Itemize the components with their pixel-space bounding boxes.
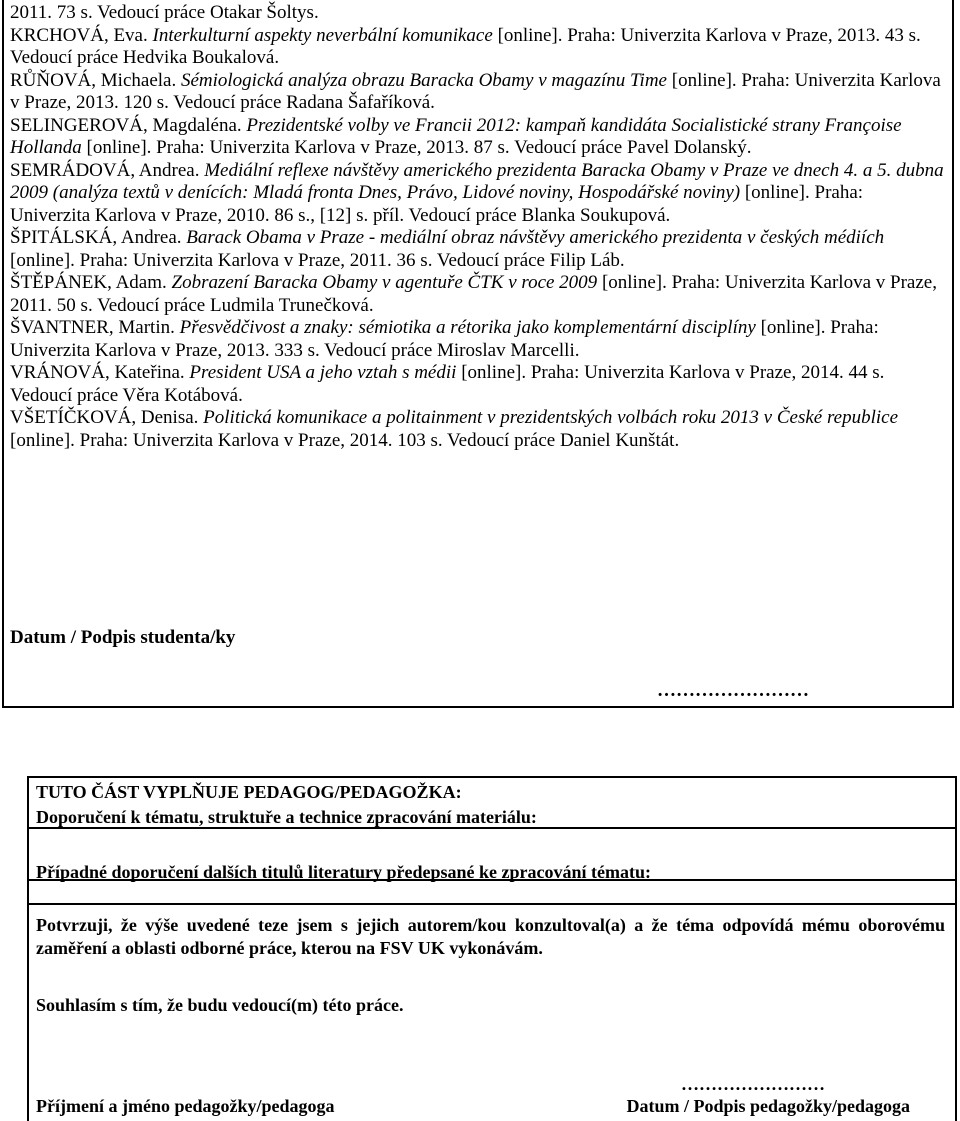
literature-recommendation-label: Případné doporučení dalších titulů literatury předepsané ke zpracování tématu: — [36, 862, 651, 882]
reference-list — [10, 2, 944, 452]
reference-item — [10, 2, 944, 25]
confirmation-statement: Potvrzuji, že výše uvedené teze jsem s jejich autorem/kou konzultoval(a) a že téma odpovídá mému oborovému zaměření a oblasti odborné práce, kterou na FSV UK vykonávám. — [36, 915, 945, 958]
reference-title: Interkulturní aspekty neverbální komunikace — [152, 24, 493, 46]
reference-details: [online]. Praha: Univerzita Karlova v Praze, 2014. 44 s. Vedoucí práce Věra Kotábová. — [10, 362, 885, 406]
reference-item — [10, 70, 944, 115]
divider — [29, 903, 955, 905]
reference-title: Barack Obama v Praze - mediální obraz návštěvy amerického prezidenta v českých médiích — [186, 227, 885, 248]
reference-item — [10, 115, 944, 160]
reference-author: SELINGEROVÁ, Magdaléna. — [10, 114, 247, 136]
divider — [29, 827, 955, 829]
reference-item — [10, 407, 944, 452]
teacher-section-box — [27, 776, 957, 1121]
reference-author: VŠETÍČKOVÁ, Denisa. — [10, 407, 204, 428]
reference-title: Sémiologická analýza obrazu Baracka Obamy v magazínu Time — [180, 69, 667, 91]
reference-details: [online]. Praha: Univerzita Karlova v Praze, 2013. 120 s. Vedoucí práce Radana Šafaříková. — [10, 69, 941, 113]
topic-recommendation-label: Doporučení k tématu, struktuře a technice zpracování materiálu: — [36, 807, 537, 827]
reference-title: Prezidentské volby ve Francii 2012: kampaň kandidáta Socialistické strany Françoise Hollanda — [10, 114, 902, 158]
reference-author: RŮŇOVÁ, Michaela. — [10, 69, 181, 91]
agreement-statement: Souhlasím s tím, že budu vedoucí(m) této práce. — [36, 995, 404, 1015]
reference-item — [10, 160, 944, 228]
reference-author: 2011. 73 s. Vedoucí práce Otakar Šoltys. — [10, 2, 319, 23]
divider — [29, 879, 955, 881]
reference-item — [10, 317, 944, 362]
reference-author: ŠVANTNER, Martin. — [10, 317, 180, 338]
reference-item — [10, 272, 944, 317]
reference-details: [online]. Praha: Univerzita Karlova v Praze, 2011. 36 s. Vedoucí práce Filip Láb. — [10, 249, 625, 271]
reference-details: [online]. Praha: Univerzita Karlova v Praze, 2010. 86 s., [12] s. příl. Vedoucí práce Blanka Soukupová. — [10, 182, 864, 226]
reference-title: Přesvědčivost a znaky: sémiotika a rétorika jako komplementární disciplíny — [179, 317, 756, 338]
teacher-signature-label: Datum / Podpis pedagožky/pedagoga — [626, 1096, 910, 1116]
reference-author: VRÁNOVÁ, Kateřina. — [10, 362, 190, 383]
teacher-section-title: TUTO ČÁST VYPLŇUJE PEDAGOG/PEDAGOŽKA: — [36, 782, 462, 802]
reference-title: President USA a jeho vztah s médii — [189, 362, 457, 383]
reference-author: SEMRÁDOVÁ, Andrea. — [10, 159, 205, 181]
reference-title: Zobrazení Baracka Obamy v agentuře ČTK v roce 2009 — [171, 272, 598, 293]
reference-author: KRCHOVÁ, Eva. — [10, 24, 153, 46]
student-signature-line: …………………… — [657, 680, 809, 701]
reference-details: [online]. Praha: Univerzita Karlova v Praze, 2011. 50 s. Vedoucí práce Ludmila Trunečková. — [10, 272, 937, 316]
reference-item — [10, 25, 944, 70]
teacher-signature-line: …………………… — [681, 1074, 825, 1094]
reference-item — [10, 227, 944, 272]
teacher-name-label: Příjmení a jméno pedagožky/pedagoga — [36, 1096, 335, 1116]
reference-title: Mediální reflexe návštěvy amerického prezidenta Baracka Obamy v Praze ve dnech 4. a 5. dubna 2009 (analýza textů v denících: Mladá fronta Dnes, Právo, Lidové noviny, Hospodářské noviny) — [10, 159, 944, 203]
reference-details: [online]. Praha: Univerzita Karlova v Praze, 2013. 87 s. Vedoucí práce Pavel Dolanský. — [81, 137, 752, 158]
reference-author: ŠPITÁLSKÁ, Andrea. — [10, 227, 187, 248]
reference-title: Politická komunikace a politainment v prezidentských volbách roku 2013 v České republice — [203, 407, 899, 428]
reference-details: [online]. Praha: Univerzita Karlova v Praze, 2013. 43 s. Vedoucí práce Hedvika Boukalová. — [10, 24, 921, 68]
reference-author: ŠTĚPÁNEK, Adam. — [10, 272, 172, 293]
reference-details: [online]. Praha: Univerzita Karlova v Praze, 2014. 103 s. Vedoucí práce Daniel Kunštát. — [10, 429, 680, 451]
reference-item — [10, 362, 944, 407]
student-signature-label: Datum / Podpis studenta/ky — [10, 627, 236, 648]
reference-details: [online]. Praha: Univerzita Karlova v Praze, 2013. 333 s. Vedoucí práce Miroslav Marcelli. — [10, 317, 879, 361]
